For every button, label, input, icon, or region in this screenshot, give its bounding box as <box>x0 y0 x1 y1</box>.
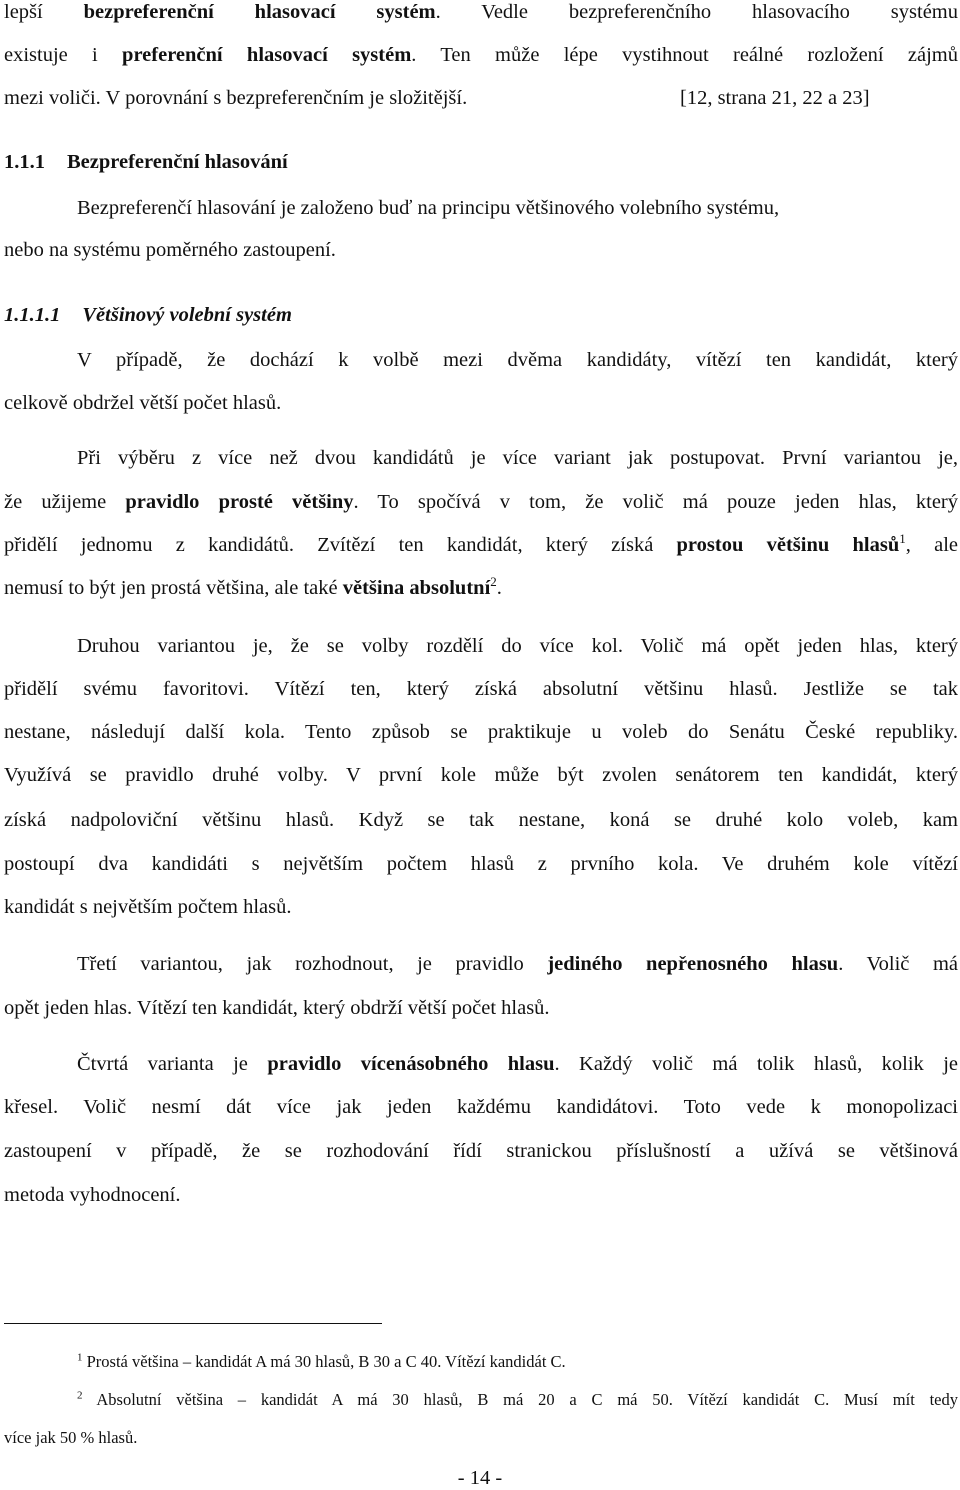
paragraph-line: Využívá se pravidlo druhé volby. V první kole může být zvolen senátorem ten kandidát, který <box>4 764 958 786</box>
footnote-2 <box>77 1390 958 1410</box>
paragraph-line: křesel. Volič nesmí dát více jak jeden každému kandidátovi. Toto vede k monopolizaci <box>4 1096 958 1118</box>
paragraph-line: kandidát s největším počtem hlasů. <box>4 896 292 918</box>
footnote-text: Prostá většina – kandidát A má 30 hlasů, B 30 a C 40. Vítězí kandidát C. <box>86 1352 566 1371</box>
text-span: mezi voliči. V porovnání s bezpreferenčním je složitější. <box>4 87 468 109</box>
section-title: Většinový volební systém <box>82 304 292 326</box>
footnote-ref-1[interactable]: 1 <box>899 531 906 547</box>
text-span: lepší <box>4 1 84 23</box>
intro-line-2 <box>4 43 958 67</box>
paragraph-line: získá nadpoloviční většinu hlasů. Když se tak nestane, koná se druhé kolo voleb, kam <box>4 809 958 831</box>
text-span: přidělí jednomu z kandidátů. Zvítězí ten kandidát, který získá <box>4 534 677 556</box>
section-heading-1-1-1 <box>4 150 958 174</box>
text-span: . Vedle bezpreferenčního hlasovacího systému <box>435 1 958 23</box>
bold-term: pravidlo prosté většiny <box>125 491 354 513</box>
paragraph-line: přidělí svému favoritovi. Vítězí ten, který získá absolutní většinu hlasů. Jestliže se tak <box>4 678 958 700</box>
intro-line-1 <box>4 0 958 24</box>
page-number: - 14 - <box>457 1467 503 1489</box>
paragraph-line <box>77 952 958 976</box>
paragraph-line: nestane, následují další kola. Tento způsob se praktikuje u voleb do Senátu České republiky. <box>4 721 958 743</box>
paragraph-line <box>4 490 958 514</box>
paragraph-line: zastoupení v případě, že se rozhodování řídí stranickou příslušností a užívá se většinová <box>4 1140 958 1162</box>
footnote-2-continuation: více jak 50 % hlasů. <box>4 1428 138 1447</box>
text-span: . Každý volič má tolik hlasů, kolik je <box>554 1053 958 1075</box>
paragraph-line: opět jeden hlas. Vítězí ten kandidát, který obdrží větší počet hlasů. <box>4 997 550 1019</box>
paragraph-line <box>4 576 958 600</box>
paragraph-line: postoupí dva kandidáti s největším počtem hlasů z prvního kola. Ve druhém kole vítězí <box>4 853 958 875</box>
text-span: že užijeme <box>4 491 126 513</box>
text-span: Čtvrtá varianta je <box>77 1053 268 1075</box>
bold-term: pravidlo vícenásobného hlasu <box>267 1053 555 1075</box>
bold-term: prostou většinu hlasů <box>676 534 900 556</box>
intro-line-3 <box>4 86 958 110</box>
text-span: . To spočívá v tom, že volič má pouze jeden hlas, který <box>353 491 959 513</box>
section-title: Bezpreferenční hlasování <box>67 151 288 173</box>
footnote-text: Absolutní většina – kandidát A má 30 hlasů, B má 20 a C má 50. Vítězí kandidát C. Musí mít tedy <box>96 1390 958 1409</box>
citation-reference: [12, strana 21, 22 a 23] <box>680 87 870 109</box>
bold-term: jediného nepřenosného hlasu <box>547 953 839 975</box>
text-span: , ale <box>905 534 958 556</box>
text-span: . Volič má <box>838 953 959 975</box>
bold-term: většina absolutní <box>342 577 491 599</box>
bold-term: preferenční hlasovací systém <box>122 44 412 66</box>
footnote-ref-2[interactable]: 2 <box>490 574 497 590</box>
text-span: existuje i <box>4 44 123 66</box>
paragraph-line: Bezpreferenčí hlasování je založeno buď na principu většinového volebního systému, <box>77 197 780 219</box>
text-span: Třetí variantou, jak rozhodnout, je pravidlo <box>77 953 548 975</box>
footnote-separator <box>4 1323 382 1324</box>
paragraph-line: V případě, že dochází k volbě mezi dvěma kandidáty, vítězí ten kandidát, který <box>77 349 958 371</box>
text-span: nemusí to být jen prostá většina, ale také <box>4 577 343 599</box>
paragraph-line: nebo na systému poměrného zastoupení. <box>4 239 336 261</box>
paragraph-line: metoda vyhodnocení. <box>4 1184 181 1206</box>
paragraph-line <box>77 1052 958 1076</box>
section-number: 1.1.1.1 <box>4 304 61 326</box>
paragraph-line: Při výběru z více než dvou kandidátů je více variant jak postupovat. První variantou je, <box>77 447 958 469</box>
footnote-1 <box>77 1352 958 1372</box>
paragraph-line: Druhou variantou je, že se volby rozdělí do více kol. Volič má opět jeden hlas, který <box>77 635 958 657</box>
footnote-mark: 1 <box>77 1351 83 1364</box>
bold-term: bezpreferenční hlasovací systém <box>83 1 436 23</box>
section-number: 1.1.1 <box>4 151 45 173</box>
text-span: . <box>496 577 502 599</box>
footnote-mark: 2 <box>77 1389 83 1402</box>
section-heading-1-1-1-1 <box>4 303 958 327</box>
paragraph-line: celkově obdržel větší počet hlasů. <box>4 392 282 414</box>
text-span: . Ten může lépe vystihnout reálné rozložení zájmů <box>411 44 959 66</box>
paragraph-line <box>4 533 958 557</box>
